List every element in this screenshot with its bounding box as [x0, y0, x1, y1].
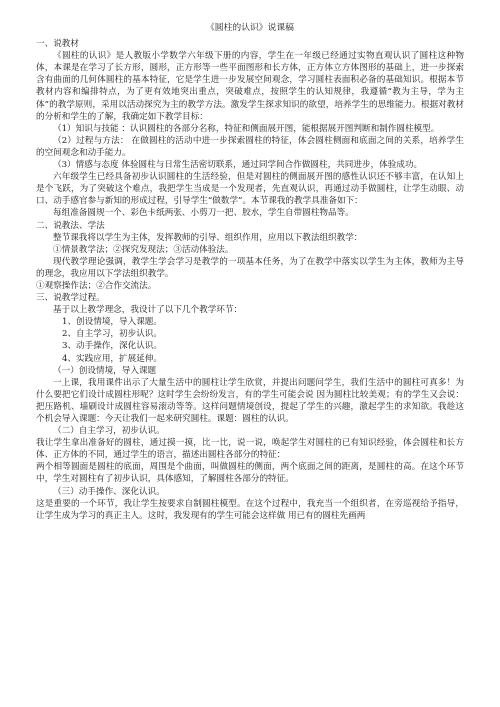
paragraph: 六年级学生已经具备初步认识圆柱的生活经验，但是对圆柱的侧面展开图的感性认识还不够丰富，在认知上是个飞跃，为了突破这个难点，我把学生当成是一个发现者，先直观认识，再通过动手做圆柱，让学生动眼、动口、动手感官参与新知的形成过程，引导学生“做数学”。本节课我的教学具准备如下： — [36, 172, 464, 207]
paragraph: 现代教学理论强调，教学生学会学习是教学的一项基本任务，为了在教学中落实以学生为主体，教师为主导的理念，我应用以下学法组织教学。 — [36, 256, 464, 279]
paragraph: 两个相等圆面是圆柱的底面，周围是个曲面，叫做圆柱的侧面，两个底面之间的距离，是圆柱的高。在这个环节中，学生对圆柱有了初步认识，具体感知，了解圆柱各部分的特征。 — [36, 462, 464, 485]
paragraph: 2、自主学习，初步认识。 — [62, 329, 162, 340]
paragraph: 1、创设情境，导入课题。 — [62, 317, 162, 328]
paragraph: ①情景教学法；②探究发现法；③活动体验法。 — [53, 244, 234, 255]
paragraph: （二）自主学习，初步认识。 — [53, 426, 165, 437]
paragraph: 《圆柱的认识》是人教版小学数学六年级下册的内容，学生在一年级已经通过实物直观认识了圆柱这种物体，本课是在学习了长方形，圆形，正方形等一些平面图形和长方体，正方体立方体图形的基础上，进一步探索含有曲面的几何体圆柱的基本特征，它是学生进一步发展空间观念，学习圆柱表面积必备的基础知识。根据本节教材内容和编排特点，为了更有效地突出重点，突破难点，按照学生的认知规律，我遵循“教为主导，学为主体”的教学原则，采用以活动探究为主的教学方法。激发学生探求知识的欲望，培养学生的思维能力。根据对教材的分析和学生的了解，我确定如下教学目标： — [36, 51, 464, 122]
paragraph: ①观察操作法；②合作交流法。 — [36, 280, 157, 291]
document-body — [36, 38, 464, 522]
paragraph: （三）动手操作、深化认识。 — [53, 486, 165, 497]
section-heading: 二、说教法、学法 — [36, 220, 105, 231]
paragraph: 每组准备圆规一个、彩色卡纸两张、小剪刀一把、胶水，学生自带圆柱物品等。 — [53, 208, 354, 219]
paragraph: 4、实践应用，扩展延伸。 — [62, 353, 162, 364]
section-heading: 三、说教学过程。 — [36, 293, 105, 304]
paragraph: （一）创设情境，导入课题 — [53, 365, 157, 376]
section-heading: 一、说教材 — [36, 39, 79, 50]
paragraph: （2）过程与方法： 在做圆柱的活动中进一步探索圆柱的特征，体会圆柱侧面和底面之间的关系，培养学生的空间观念和动手能力。 — [36, 135, 464, 158]
paragraph: （1）知识与技能 ：认识圆柱的各部分名称，特征和侧面展开图，能根据展开图判断和制作圆柱模型。 — [53, 123, 440, 134]
paragraph: 基于以上教学理念，我设计了以下几个教学环节： — [53, 305, 243, 316]
paragraph: 一上课，我用课件出示了大量生活中的圆柱让学生欣赏，并提出问题问学生，我们生活中的圆柱可真多！为什么要把它们设计成圆柱形呢？这时学生会纷纷发言，有的学生可能会说 因为圆柱比较美观；有的学生又会说：把压路机、墙刷设计成圆柱容易滚动等等。这样问题情境创设，提起了学生的兴趣，激起学生的求知欲。我趁这个机会导入课题：今天让我们一起来研究圆柱。课题：圆柱的认识。 — [36, 377, 464, 424]
paragraph: 这是重要的一个环节，我让学生按要求自制圆柱模型。在这个过程中，我充当一个组织者，在旁巡视给予指导，让学生成为学习的真正主人。这时，我发现有的学生可能会这样做 用已有的圆柱先画两 — [36, 498, 464, 521]
document-title: 《圆柱的认识》说课稿 — [206, 23, 294, 33]
paragraph: （3）情感与态度 体验圆柱与日常生活密切联系，通过同学间合作做圆柱，共同进步，体验成功。 — [53, 160, 423, 171]
paragraph: 整节课我将以学生为主体，发挥教师的引导、组织作用，应用以下教法组织教学： — [53, 232, 363, 243]
paragraph: 3、动手操作，深化认识。 — [62, 341, 162, 352]
paragraph: 我让学生拿出准备好的圆柱，通过摸一摸，比一比，说一说，唤起学生对圆柱的已有知识经验，体会圆柱和长方体、正方体的不同，通过学生的语言，描述出圆柱各部分的特征： — [36, 438, 464, 461]
